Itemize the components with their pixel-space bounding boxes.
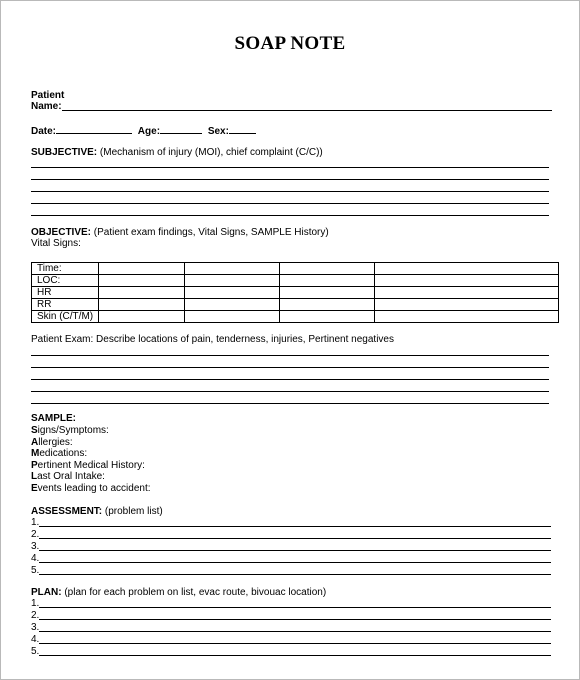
vitals-cell[interactable]	[99, 311, 185, 323]
table-row	[32, 299, 559, 311]
sample-item	[31, 483, 151, 495]
sample-initial: L	[31, 471, 38, 482]
subjective-header	[31, 147, 323, 159]
vitals-row-label: RR	[32, 299, 99, 311]
assessment-item-number: 1.	[31, 517, 40, 528]
sample-item-label: ast Oral Intake:	[37, 471, 105, 482]
table-row	[32, 311, 559, 323]
age-label: Age:	[137, 126, 161, 137]
vitals-cell[interactable]	[99, 275, 185, 287]
sample-initial: E	[31, 483, 38, 494]
sample-item-label: ertinent Medical History:	[37, 460, 145, 471]
vitals-row-label: Time:	[32, 263, 99, 275]
plan-item-number: 2.	[31, 610, 40, 621]
demographics-row	[31, 124, 256, 138]
patient-label: Patient	[31, 90, 65, 101]
patient-exam-line[interactable]	[31, 379, 549, 380]
vitals-cell[interactable]	[280, 311, 375, 323]
plan-line[interactable]	[39, 607, 551, 608]
patient-exam-line[interactable]	[31, 367, 549, 368]
plan-line[interactable]	[39, 631, 551, 632]
subjective-heading: SUBJECTIVE:	[31, 147, 98, 158]
date-field[interactable]	[56, 124, 132, 134]
subjective-line[interactable]	[31, 203, 549, 204]
patient-exam-line[interactable]	[31, 403, 549, 404]
sample-item-label: igns/Symptoms:	[37, 425, 109, 436]
assessment-line[interactable]	[39, 562, 551, 563]
sample-heading: SAMPLE:	[31, 413, 76, 424]
plan-line[interactable]	[39, 655, 551, 656]
sample-initial: M	[31, 448, 40, 459]
vitals-cell[interactable]	[280, 287, 375, 299]
plan-description: (plan for each problem on list, evac route, bivouac location)	[61, 587, 327, 598]
assessment-heading: ASSESSMENT:	[31, 506, 103, 517]
plan-line[interactable]	[39, 643, 551, 644]
plan-line[interactable]	[39, 619, 551, 620]
age-field[interactable]	[160, 124, 202, 134]
vitals-row-label: HR	[32, 287, 99, 299]
assessment-item-number: 3.	[31, 541, 40, 552]
sample-item	[31, 471, 105, 483]
vitals-cell[interactable]	[280, 275, 375, 287]
plan-header	[31, 587, 326, 599]
plan-item-number: 1.	[31, 598, 40, 609]
sample-item	[31, 425, 109, 437]
patient-exam-line[interactable]	[31, 355, 549, 356]
vitals-cell[interactable]	[185, 275, 280, 287]
page-title: SOAP NOTE	[234, 33, 346, 54]
vitals-cell[interactable]	[375, 275, 559, 287]
objective-description: (Patient exam findings, Vital Signs, SAMPLE History)	[91, 227, 329, 238]
vitals-cell[interactable]	[375, 287, 559, 299]
plan-item-number: 5.	[31, 646, 40, 657]
assessment-line[interactable]	[39, 574, 551, 575]
vitals-cell[interactable]	[185, 263, 280, 275]
objective-heading: OBJECTIVE:	[31, 227, 92, 238]
patient-name-field[interactable]	[62, 110, 552, 111]
table-row	[32, 287, 559, 299]
patient-exam-line[interactable]	[31, 391, 549, 392]
subjective-line[interactable]	[31, 191, 549, 192]
vital-signs-table	[31, 262, 559, 323]
vitals-cell[interactable]	[375, 311, 559, 323]
sample-initial: P	[31, 460, 38, 471]
plan-item-number: 4.	[31, 634, 40, 645]
vitals-cell[interactable]	[280, 299, 375, 311]
sample-item-label: llergies:	[38, 437, 73, 448]
vitals-cell[interactable]	[375, 263, 559, 275]
vitals-cell[interactable]	[99, 299, 185, 311]
subjective-line[interactable]	[31, 215, 549, 216]
table-row	[32, 263, 559, 275]
patient-exam-label: Patient Exam: Describe locations of pain, tenderness, injuries, Pertinent negatives	[31, 334, 394, 345]
assessment-description: (problem list)	[102, 506, 163, 517]
sample-initial: A	[31, 437, 39, 448]
sample-item-label: edications:	[39, 448, 88, 459]
assessment-item-number: 5.	[31, 565, 40, 576]
vitals-row-label: Skin (C/T/M)	[32, 311, 99, 323]
assessment-line[interactable]	[39, 550, 551, 551]
assessment-line[interactable]	[39, 538, 551, 539]
sex-field[interactable]	[229, 124, 256, 134]
sex-label: Sex:	[207, 126, 229, 137]
vitals-cell[interactable]	[99, 287, 185, 299]
vital-signs-label: Vital Signs:	[31, 238, 81, 249]
subjective-line[interactable]	[31, 167, 549, 168]
subjective-description: (Mechanism of injury (MOI), chief complaint (C/C))	[97, 147, 323, 158]
vitals-cell[interactable]	[185, 311, 280, 323]
sample-initial: S	[31, 425, 38, 436]
name-label: Name:	[31, 101, 62, 112]
date-label: Date:	[31, 126, 57, 137]
table-row	[32, 275, 559, 287]
vitals-cell[interactable]	[375, 299, 559, 311]
plan-heading: PLAN:	[31, 587, 62, 598]
vitals-cell[interactable]	[280, 263, 375, 275]
assessment-item-number: 4.	[31, 553, 40, 564]
vitals-cell[interactable]	[99, 263, 185, 275]
sample-item	[31, 448, 87, 460]
subjective-line[interactable]	[31, 179, 549, 180]
assessment-item-number: 2.	[31, 529, 40, 540]
assessment-line[interactable]	[39, 526, 551, 527]
assessment-header	[31, 506, 163, 518]
plan-item-number: 3.	[31, 622, 40, 633]
vitals-row-label: LOC:	[32, 275, 99, 287]
vitals-cell[interactable]	[185, 287, 280, 299]
sample-item-label: vents leading to accident:	[37, 483, 151, 494]
vitals-cell[interactable]	[185, 299, 280, 311]
